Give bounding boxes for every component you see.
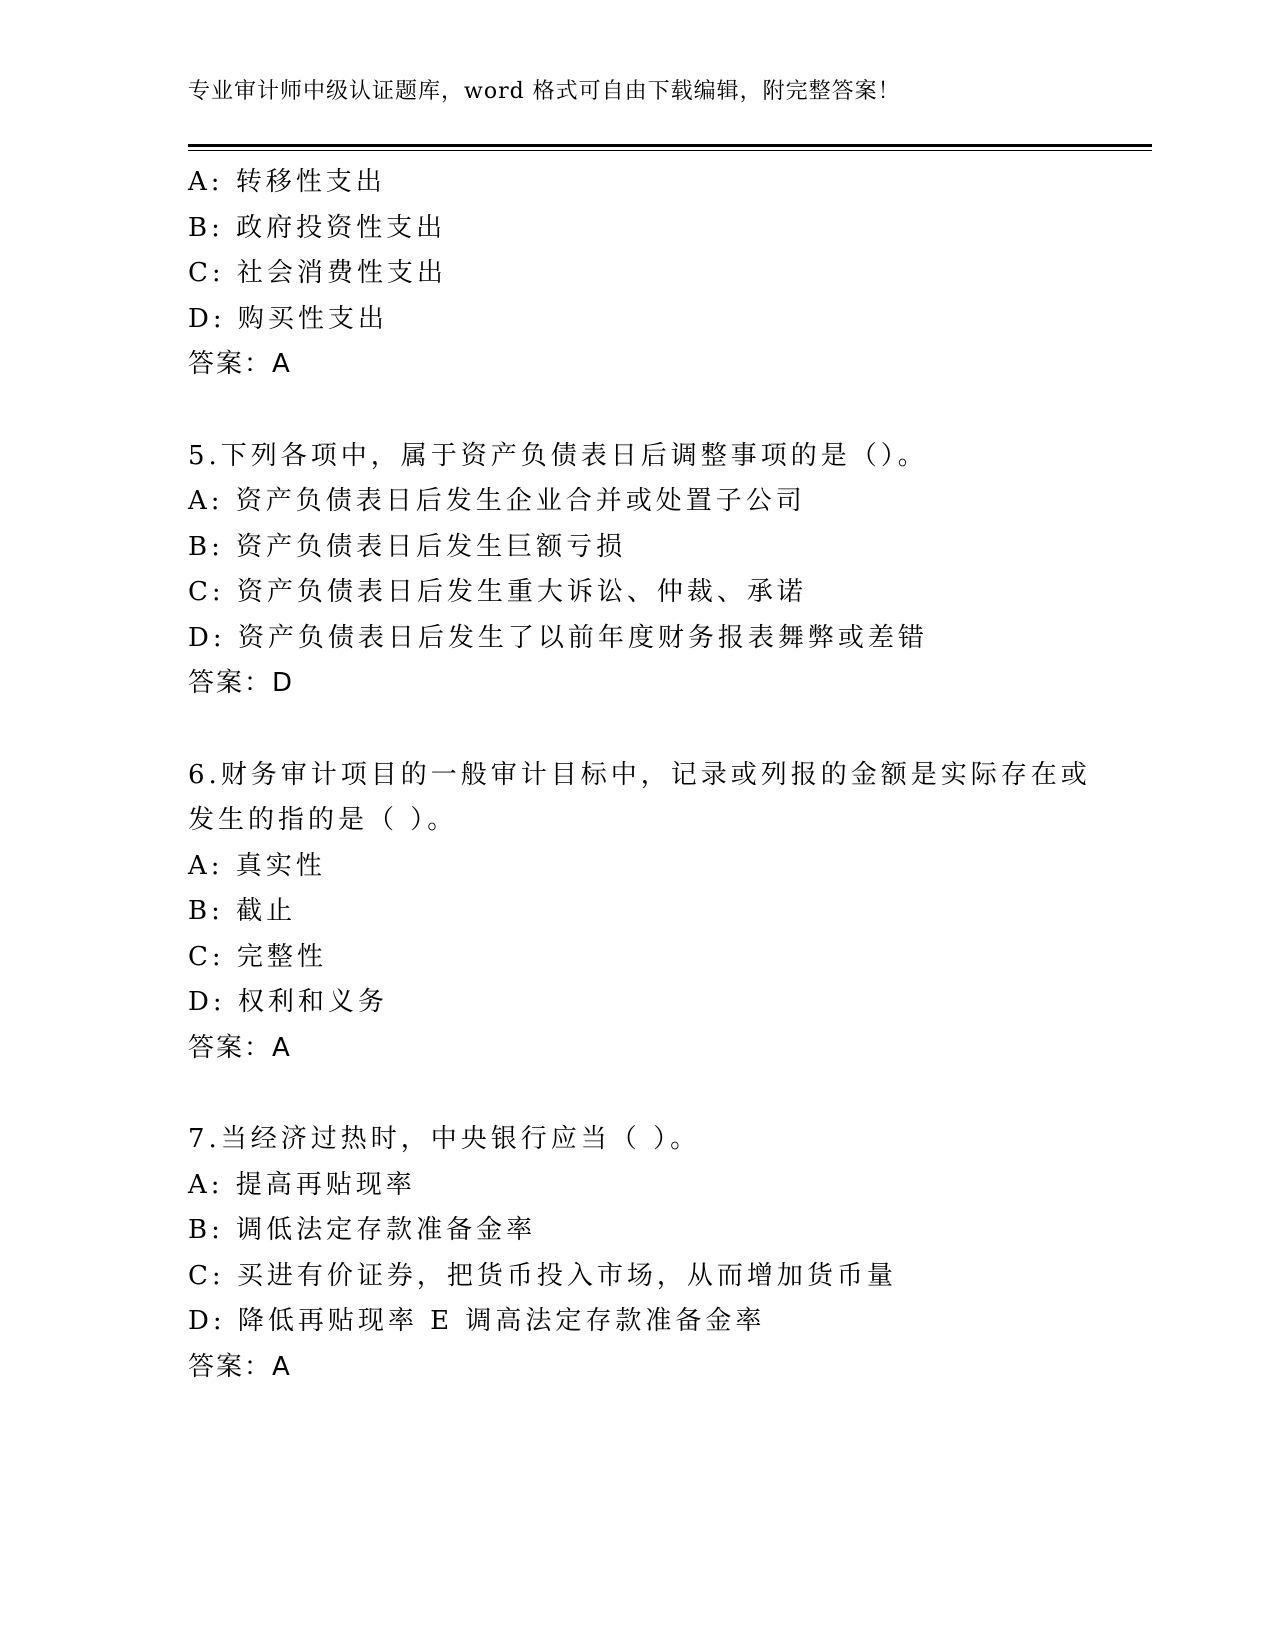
question-text: 7.当经济过热时，中央银行应当（ ）。 xyxy=(188,1124,701,1154)
question-block-6 xyxy=(188,753,1091,1072)
spacer xyxy=(188,388,1068,434)
option-b: B: 调低法定存款准备金率 xyxy=(188,1215,537,1245)
question-text: 5.下列各项中，属于资产负债表日后调整事项的是（）。 xyxy=(188,440,928,471)
option-b: B: 截止 xyxy=(188,896,297,926)
option-d: D: 降低再贴现率 E 调高法定存款准备金率 xyxy=(188,1306,766,1336)
spacer xyxy=(188,707,1068,753)
option-d: D: 资产负债表日后发生了以前年度财务报表舞弊或差错 xyxy=(188,622,928,653)
answer-label: 答案：A xyxy=(188,1032,292,1063)
option-a: A: 真实性 xyxy=(188,850,326,881)
question-list xyxy=(188,160,1091,1390)
option-c: C: 完整性 xyxy=(188,941,327,972)
spacer xyxy=(188,1071,1068,1117)
option-d: D: 购买性支出 xyxy=(188,303,388,334)
header-rule-thin xyxy=(188,150,1152,151)
answer-label: 答案：A xyxy=(188,349,292,379)
option-d: D: 权利和义务 xyxy=(188,987,388,1017)
answer-label: 答案：A xyxy=(188,1351,292,1382)
option-a: A: 转移性支出 xyxy=(188,167,386,197)
question-text-line2: 发生的指的是（ ）。 xyxy=(188,805,458,835)
option-b: B: 资产负债表日后发生巨额亏损 xyxy=(188,531,627,562)
option-c: C: 买进有价证券，把货币投入市场，从而增加货币量 xyxy=(188,1260,897,1291)
page-header: 专业审计师中级认证题库，word 格式可自由下载编辑，附完整答案！ xyxy=(188,79,901,104)
header-rule-thick xyxy=(188,144,1152,147)
question-block-5 xyxy=(188,434,1068,707)
option-a: A: 提高再贴现率 xyxy=(188,1169,416,1200)
question-text-line1: 6.财务审计项目的一般审计目标中，记录或列报的金额是实际存在或 xyxy=(188,759,1091,790)
option-c: C: 社会消费性支出 xyxy=(188,258,447,288)
question-block-7 xyxy=(188,1117,1068,1390)
answer-label: 答案：D xyxy=(188,668,295,698)
option-a: A: 资产负债表日后发生企业合并或处置子公司 xyxy=(188,486,806,516)
question-block-4 xyxy=(188,160,1068,388)
option-c: C: 资产负债表日后发生重大诉讼、仲裁、承诺 xyxy=(188,577,807,607)
option-b: B: 政府投资性支出 xyxy=(188,212,447,243)
